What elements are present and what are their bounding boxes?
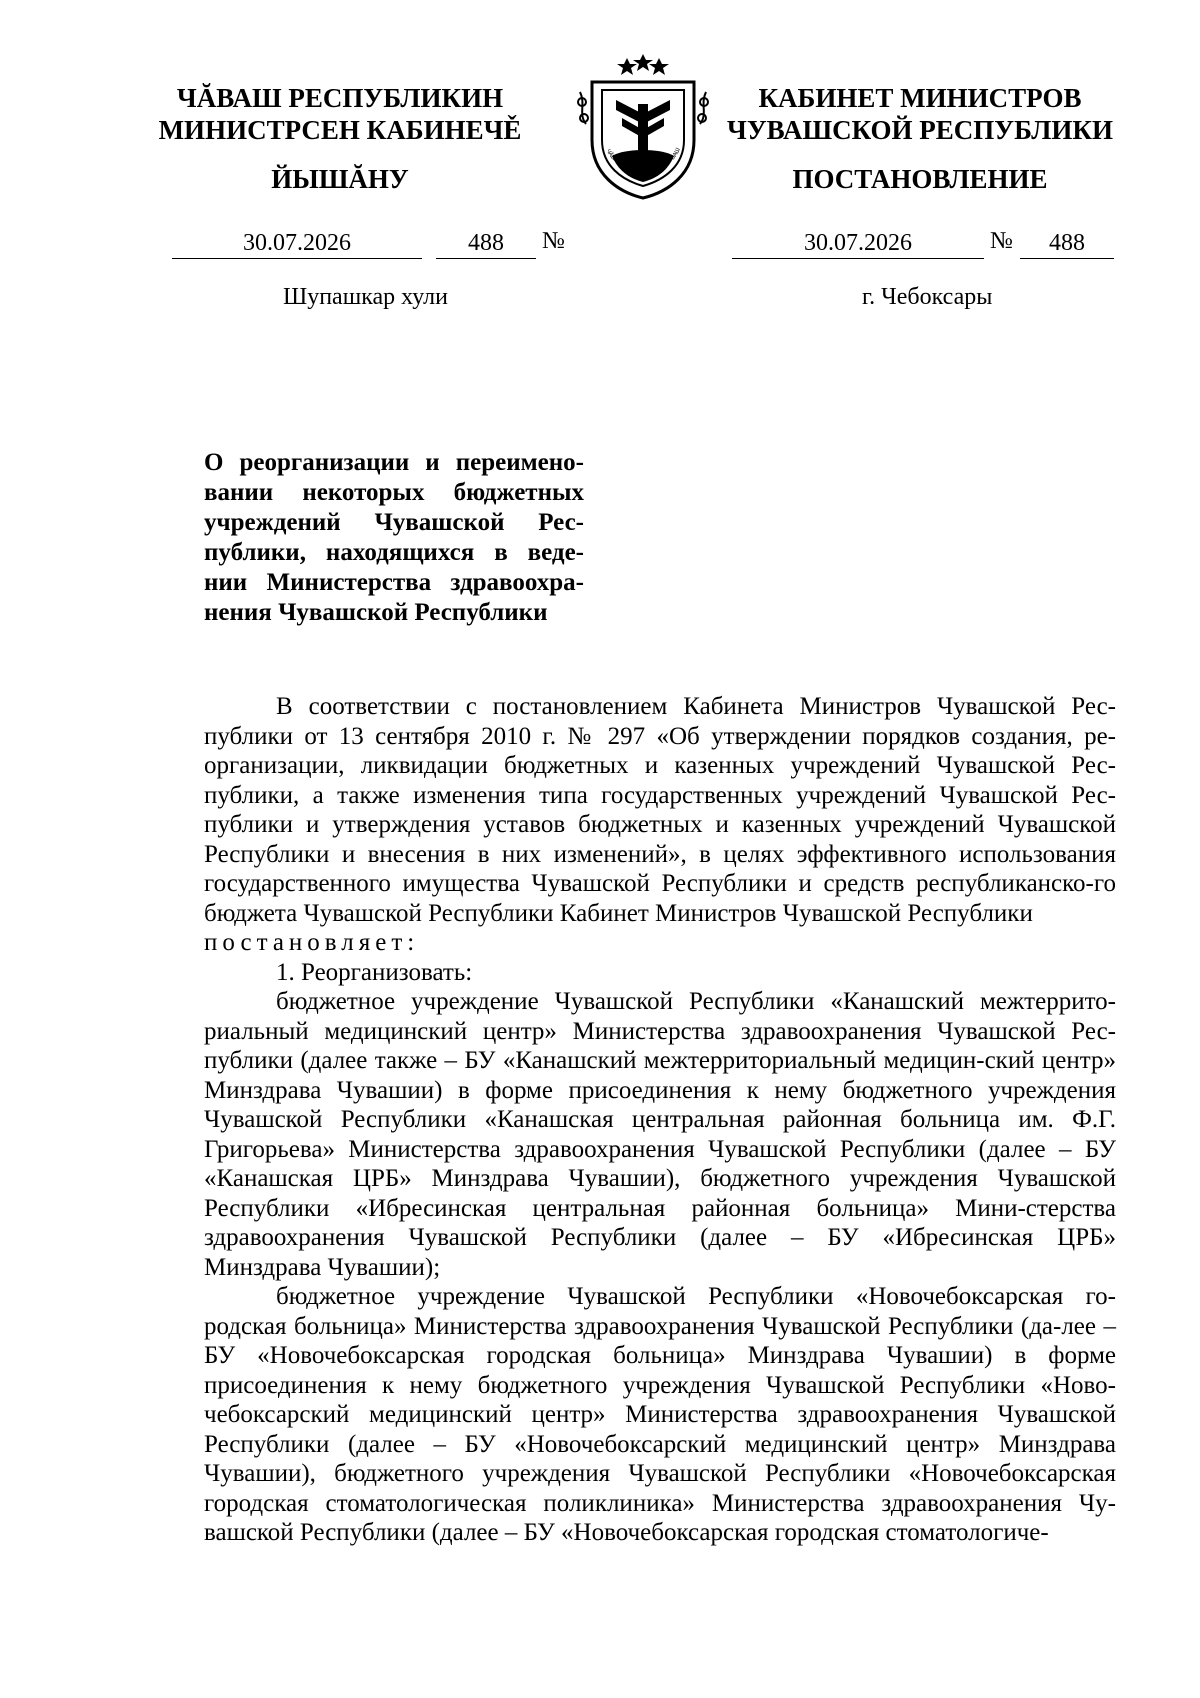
header-left-doc-type: ЙЫШĂНУ <box>271 164 409 194</box>
header-left-org: ЧĂВАШ РЕСПУБЛИКИН МИНИСТРСЕН КАБИНЕЧĚ <box>158 83 522 145</box>
body-paragraph-preamble: В соответствии с постановлением Кабинета Министров Чувашской Рес-публики от 13 сентября 2010 г. № 297 «Об утверждении порядков создания, ре-организации, ликвидации бюджетных и казенных учреждений Чувашской Рес-публики, а также изменения типа государственных учреждений Чувашской Рес-публики и утверждения уставов бюджетных и казенных учреждений Чувашской Республики и внесения в них изменений», в целях эффективного использования государственного имущества Чувашской Республики и средств республиканско-го бюджета Чувашской Республики Кабинет Министров Чувашской Республики <box>204 693 1116 927</box>
header-right-doc-type: ПОСТАНОВЛЕНИЕ <box>792 164 1048 194</box>
right-number-field: 488 <box>1020 228 1114 259</box>
emblem-ribbon-text: ЧĂВАШ РЕСПУБЛИКИ • ЧУВАШ <box>604 147 682 173</box>
body-paragraph-kanash: бюджетное учреждение Чувашской Республики «Канашский межтеррито-риальный медицинский центр» Министерства здравоохранения Чувашской Рес-публики (далее также – БУ «Канашский межтерриториальный медицин-ский центр» Минздрава Чувашии) в форме присоединения к нему бюджетного учреждения Чувашской Республики «Канашская центральная районная больница им. Ф.Г. Григорьева» Министерства здравоохранения Чувашской Республики (далее – БУ «Канашская ЦРБ» Минздрава Чувашии), бюджетного учреждения Чувашской Республики «Ибресинская центральная районная больница» Мини-стерства здравоохранения Чувашской Республики (далее – БУ «Ибресинская ЦРБ» Минздрава Чувашии); <box>204 988 1116 1281</box>
right-city: г. Чебоксары <box>862 284 993 310</box>
emblem-graphic <box>572 52 714 202</box>
body-decree-word: постановляет: <box>204 929 420 956</box>
left-number-field: 488 <box>436 228 536 259</box>
document-subject-title: О реорганизации и переимено-вании некоторых бюджетных учреждений Чувашской Рес-публики, находящихся в веде-нии Министерства здравоохра-нения Чувашской Республики <box>204 449 584 626</box>
coat-of-arms-emblem <box>572 52 714 202</box>
left-date-field: 30.07.2026 <box>172 228 422 259</box>
body-paragraph-item-1: 1. Реорганизовать: <box>276 958 473 986</box>
right-date-field: 30.07.2026 <box>732 228 984 259</box>
document-body <box>204 692 1116 1548</box>
left-number-sign: № <box>542 228 565 254</box>
body-paragraph-novocheboksarsk: бюджетное учреждение Чувашской Республики «Новочебоксарская го-родская больница» Министерства здравоохранения Чувашской Республики (да-лее – БУ «Новочебоксарская городская больница» Минздрава Чувашии) в форме присоединения к нему бюджетного учреждения Чувашской Республики «Ново-чебоксарский медицинский центр» Министерства здравоохранения Чувашской Республики (далее – БУ «Новочебоксарский медицинский центр» Минздрава Чувашии), бюджетного учреждения Чувашской Республики «Новочебоксарская городская стоматологическая поликлиника» Министерства здравоохранения Чу-вашской Республики (далее – БУ «Новочебоксарская городская стоматологиче- <box>204 1283 1116 1546</box>
header-right-org: КАБИНЕТ МИНИСТРОВ ЧУВАШСКОЙ РЕСПУБЛИКИ <box>727 83 1113 145</box>
left-city: Шупашкар хули <box>283 284 448 310</box>
right-number-sign: № <box>990 228 1013 254</box>
